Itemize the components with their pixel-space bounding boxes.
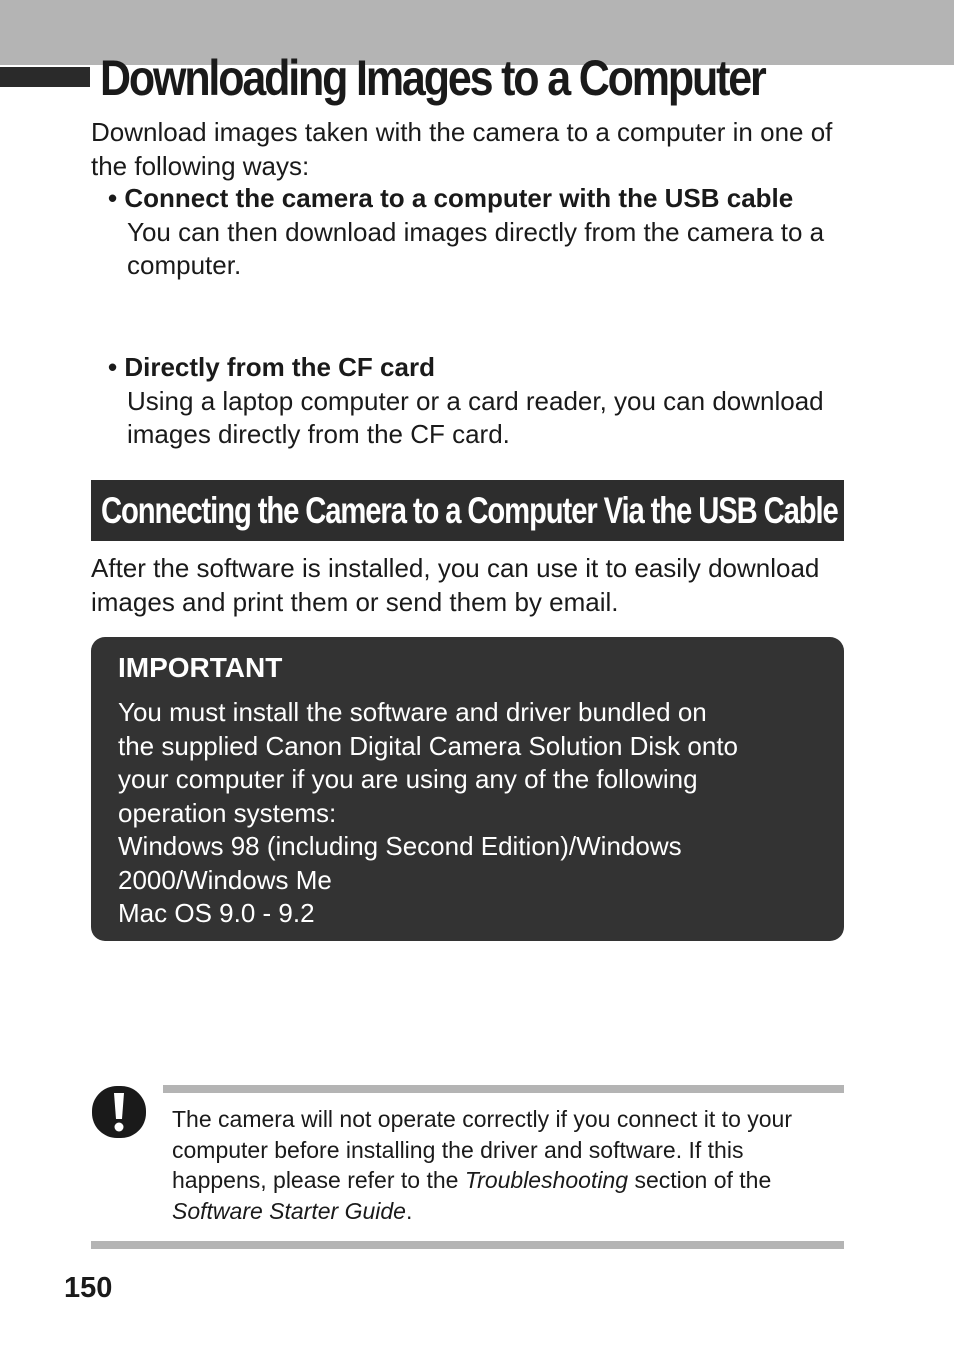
caution-text-part: section of the bbox=[628, 1167, 772, 1193]
section-header-bar bbox=[91, 480, 844, 541]
troubleshooting-reference: Troubleshooting bbox=[464, 1167, 629, 1193]
caution-text bbox=[172, 1104, 842, 1226]
important-line: your computer if you are using any of the following bbox=[118, 764, 698, 794]
section-title: Connecting the Camera to a Computer Via the USB Cable bbox=[101, 490, 838, 531]
important-line: 2000/Windows Me bbox=[118, 864, 332, 895]
section-paragraph: After the software is installed, you can use it to easily download images and print them or send them by email. bbox=[91, 553, 820, 617]
bullet-body: Using a laptop computer or a card reader, you can download images directly from the CF card. bbox=[127, 385, 824, 449]
page-number: 150 bbox=[64, 1272, 113, 1304]
caution-exclamation-icon bbox=[91, 1085, 147, 1139]
important-line: You must install the software and driver bundled on bbox=[118, 697, 707, 727]
bullet-heading: • Connect the camera to a computer with the USB cable bbox=[108, 183, 794, 213]
software-guide-reference: Software Starter Guide bbox=[172, 1197, 406, 1224]
intro-paragraph: Download images taken with the camera to a computer in one of the following ways: bbox=[91, 117, 833, 181]
important-body bbox=[118, 696, 833, 931]
bullet-heading: • Directly from the CF card bbox=[108, 352, 435, 382]
important-line: operation systems: bbox=[118, 797, 337, 828]
bullet-cf-card bbox=[108, 351, 838, 452]
important-box bbox=[91, 637, 844, 941]
caution-top-rule bbox=[163, 1085, 844, 1093]
important-line: Mac OS 9.0 - 9.2 bbox=[118, 898, 315, 928]
important-title: IMPORTANT bbox=[118, 652, 283, 683]
important-line: the supplied Canon Digital Camera Solution Disk onto bbox=[118, 730, 739, 761]
caution-text-part: The camera will not operate correctly if you connect it to your computer before installing the driver and software. If this happens, please refer to the bbox=[172, 1106, 793, 1193]
bullet-usb-cable bbox=[108, 182, 838, 283]
important-line: Windows 98 (including Second Edition)/Windows bbox=[118, 831, 682, 861]
page-title: Downloading Images to a Computer bbox=[100, 50, 765, 106]
bullet-body: You can then download images directly from the camera to a computer. bbox=[127, 216, 825, 280]
title-accent-bar bbox=[0, 67, 90, 87]
caution-bottom-rule bbox=[91, 1241, 844, 1249]
caution-text-part: . bbox=[405, 1197, 413, 1224]
